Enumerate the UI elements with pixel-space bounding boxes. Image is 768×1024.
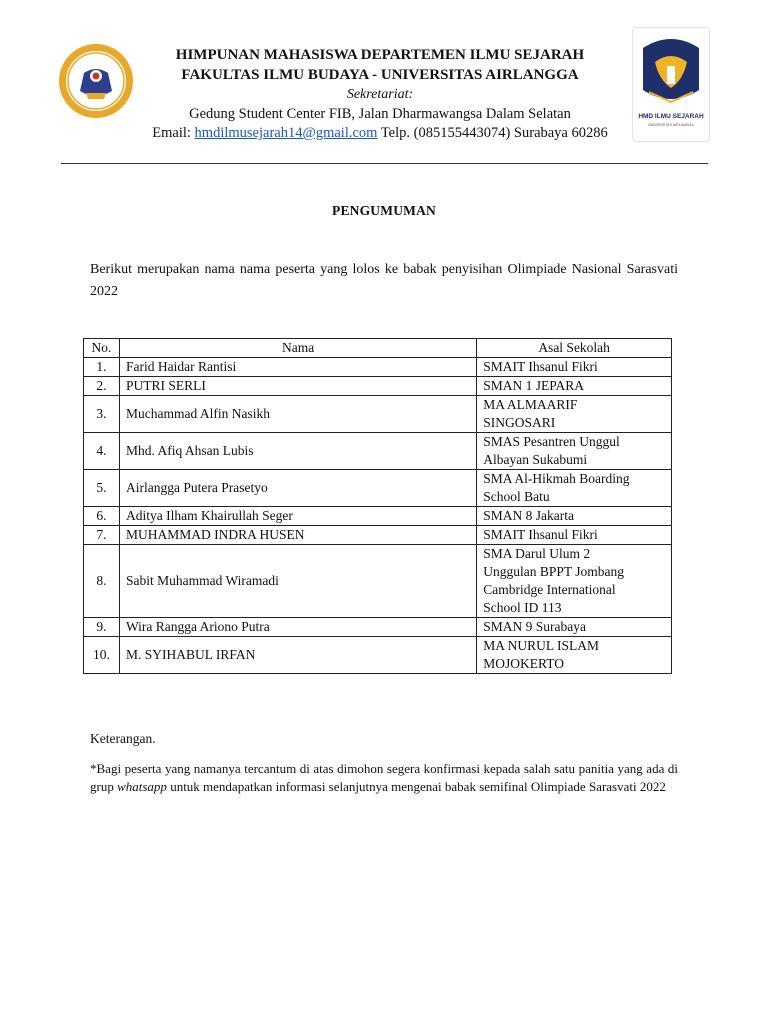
university-seal-logo — [58, 43, 134, 119]
school-cell — [477, 433, 672, 470]
secretariat-label: Sekretariat: — [346, 87, 414, 102]
school-cell — [477, 377, 672, 396]
city: Surabaya 60286 — [513, 125, 608, 141]
participant-name: PUTRI SERLI — [119, 377, 476, 396]
phone-number: (085155443074) — [413, 125, 511, 141]
school-name-line: SMA Al-Hikmah Boarding — [483, 471, 630, 486]
table-body — [84, 358, 672, 674]
school-cell — [477, 507, 672, 526]
table-row — [84, 507, 672, 526]
school-name-line: Unggulan BPPT Jombang — [483, 564, 625, 579]
notes-label: Keterangan. — [90, 731, 156, 746]
participant-name: Sabit Muhammad Wiramadi — [119, 545, 476, 618]
school-name-line: SMA Darul Ulum 2 — [483, 546, 591, 561]
faculty-name: FAKULTAS ILMU BUDAYA - UNIVERSITAS AIRLANGGA — [181, 66, 579, 83]
participant-name: MUHAMMAD INDRA HUSEN — [119, 526, 476, 545]
participant-name: Wira Rangga Ariono Putra — [119, 618, 476, 637]
table-row — [84, 433, 672, 470]
school-cell — [477, 545, 672, 618]
school-cell — [477, 618, 672, 637]
table-row — [84, 545, 672, 618]
hmd-badge-logo — [632, 27, 710, 142]
school-name-line: School Batu — [483, 489, 550, 504]
row-number: 9. — [84, 618, 120, 637]
school-name-line: SMAS Pesantren Unggul — [483, 434, 620, 449]
email-link[interactable]: hmdilmusejarah14@gmail.com — [194, 125, 378, 141]
intro-paragraph: Berikut merupakan nama nama peserta yang lolos ke babak penyisihan Olimpiade Nasional Sarasvati 2022 — [90, 262, 678, 299]
school-cell — [477, 358, 672, 377]
school-cell — [477, 470, 672, 507]
notes-whatsapp: whatsapp — [117, 778, 167, 794]
table-row — [84, 637, 672, 674]
participant-name: Farid Haidar Rantisi — [119, 358, 476, 377]
school-cell — [477, 637, 672, 674]
school-cell — [477, 526, 672, 545]
school-name-line: SMAN 1 JEPARA — [483, 378, 585, 393]
school-name-line: MOJOKERTO — [483, 656, 564, 671]
participant-name: Mhd. Afiq Ahsan Lubis — [119, 433, 476, 470]
school-name-line: SMAIT Ihsanul Fikri — [483, 527, 598, 542]
table-header-row — [84, 339, 672, 358]
school-cell — [477, 396, 672, 433]
badge-subcaption: UNIVERSITAS AIRLANGGA — [648, 123, 694, 127]
row-number: 3. — [84, 396, 120, 433]
row-number: 4. — [84, 433, 120, 470]
table-row — [84, 358, 672, 377]
row-number: 8. — [84, 545, 120, 618]
table-row — [84, 396, 672, 433]
school-name-line: MA NURUL ISLAM — [483, 638, 600, 653]
school-name-line: Albayan Sukabumi — [483, 452, 588, 467]
school-name-line: SMAIT Ihsanul Fikri — [483, 359, 598, 374]
school-name-line: SINGOSARI — [483, 415, 556, 430]
header-divider — [61, 163, 708, 164]
notes-text-before: *Bagi peserta yang namanya tercantum di atas dimohon segera konfirmasi kepada salah satu panitia yang ada di grup — [90, 761, 678, 794]
page-title: PENGUMUMAN — [332, 203, 436, 218]
contact-line — [140, 124, 620, 144]
letterhead — [140, 46, 620, 144]
address: Gedung Student Center FIB, Jalan Dharmawangsa Dalam Selatan — [189, 105, 571, 122]
badge-caption: HMD ILMU SEJARAH — [638, 113, 704, 120]
header-name: Nama — [119, 339, 476, 358]
notes-text — [90, 760, 678, 795]
participant-name: Airlangga Putera Prasetyo — [119, 470, 476, 507]
email-label: Email: — [152, 125, 191, 141]
header-no: No. — [84, 339, 120, 358]
table-row — [84, 470, 672, 507]
participants-table — [83, 338, 672, 674]
school-name-line: SMAN 8 Jakarta — [483, 508, 575, 523]
table-row — [84, 377, 672, 396]
table-row — [84, 618, 672, 637]
row-number: 6. — [84, 507, 120, 526]
row-number: 2. — [84, 377, 120, 396]
row-number: 7. — [84, 526, 120, 545]
row-number: 5. — [84, 470, 120, 507]
table-row — [84, 526, 672, 545]
phone-label: Telp. — [380, 125, 410, 141]
participant-name: M. SYIHABUL IRFAN — [119, 637, 476, 674]
participant-name: Muchammad Alfin Nasikh — [119, 396, 476, 433]
school-name-line: SMAN 9 Surabaya — [483, 619, 587, 634]
school-name-line: MA ALMAARIF — [483, 397, 578, 412]
notes-text-after: untuk mendapatkan informasi selanjutnya mengenai babak semifinal Olimpiade Sarasvati 2022 — [170, 778, 666, 794]
row-number: 1. — [84, 358, 120, 377]
school-name-line: School ID 113 — [483, 600, 562, 615]
participant-name: Aditya Ilham Khairullah Seger — [119, 507, 476, 526]
school-name-line: Cambridge International — [483, 582, 616, 597]
organization-name: HIMPUNAN MAHASISWA DEPARTEMEN ILMU SEJARAH — [175, 47, 585, 63]
row-number: 10. — [84, 637, 120, 674]
header-school: Asal Sekolah — [477, 339, 672, 358]
